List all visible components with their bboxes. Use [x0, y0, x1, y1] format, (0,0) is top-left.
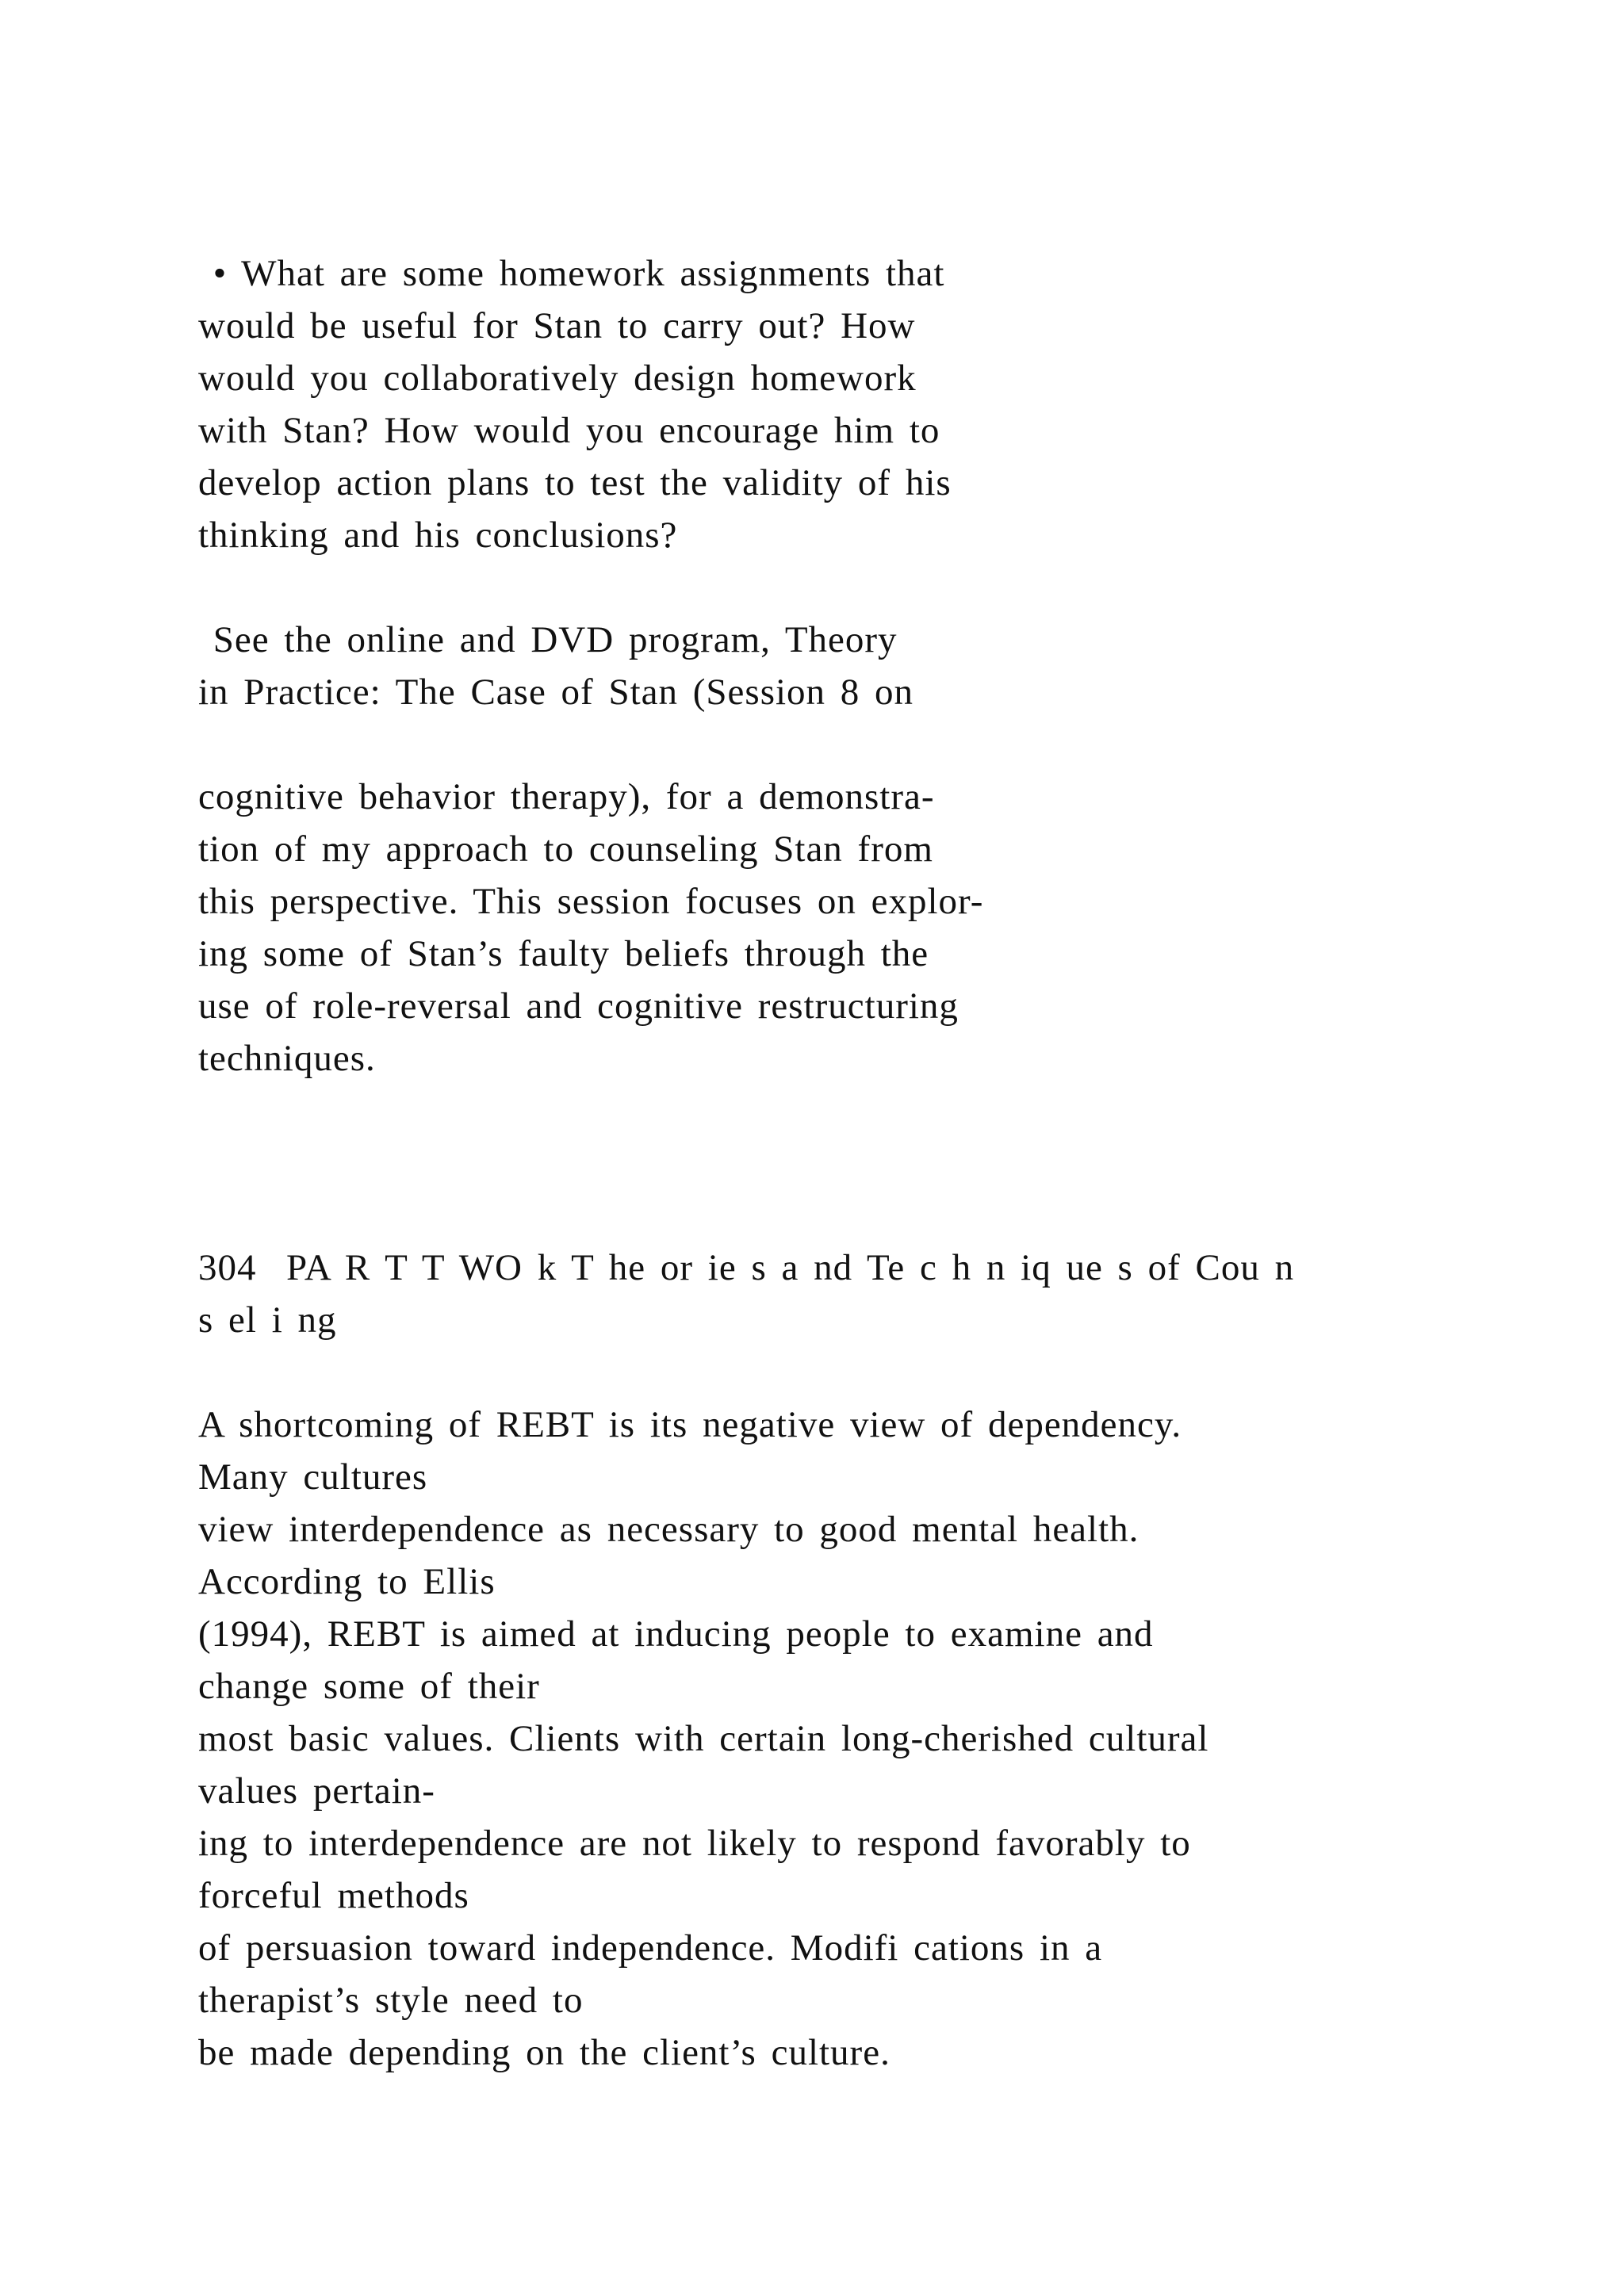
- text-line: techniques.: [198, 1038, 376, 1079]
- text-line: ing some of Stan’s faulty beliefs through the: [198, 933, 929, 974]
- rebt-dependency-paragraph: [198, 1399, 1208, 2079]
- text-line: would be useful for Stan to carry out? How: [198, 305, 916, 346]
- text-line: According to Ellis: [198, 1561, 496, 1602]
- text-line: this perspective. This session focuses on explor-: [198, 881, 984, 922]
- text-line: develop action plans to test the validity of his: [198, 462, 952, 503]
- text-line: thinking and his conclusions?: [198, 515, 678, 556]
- dvd-program-note-start: [198, 614, 914, 718]
- text-line: in Practice: The Case of Stan (Session 8 on: [198, 672, 914, 713]
- text-line: Many cultures: [198, 1456, 428, 1498]
- text-line: forceful methods: [198, 1875, 469, 1916]
- text-line: (1994), REBT is aimed at inducing people to examine and: [198, 1613, 1154, 1655]
- text-line: most basic values. Clients with certain long-cherished cultural: [198, 1718, 1209, 1759]
- text-line: be made depending on the client’s culture.: [198, 2032, 891, 2073]
- text-line: use of role-reversal and cognitive restructuring: [198, 985, 959, 1027]
- dvd-program-note-continued: [198, 771, 983, 1085]
- text-line: tion of my approach to counseling Stan from: [198, 828, 933, 870]
- header-line: s el i ng: [198, 1299, 337, 1341]
- text-line: values pertain-: [198, 1770, 435, 1812]
- text-line: • What are some homework assignments that: [198, 253, 945, 294]
- text-line: with Stan? How would you encourage him to: [198, 410, 940, 451]
- text-line: A shortcoming of REBT is its negative view of dependency.: [198, 1404, 1182, 1445]
- text-line: view interdependence as necessary to good mental health.: [198, 1509, 1139, 1550]
- text-line: therapist’s style need to: [198, 1980, 584, 2021]
- stan-homework-question: [198, 247, 952, 561]
- text-line: See the online and DVD program, Theory: [198, 619, 898, 660]
- text-line: change some of their: [198, 1666, 540, 1707]
- text-line: cognitive behavior therapy), for a demonstra-: [198, 776, 935, 817]
- running-header: [198, 1242, 1294, 1346]
- text-line: of persuasion toward independence. Modifi cations in a: [198, 1927, 1103, 1969]
- text-line: would you collaboratively design homework: [198, 358, 917, 399]
- text-line: ing to interdependence are not likely to respond favorably to: [198, 1823, 1191, 1864]
- header-line: 304 PA R T T WO k T he or ie s a nd Te c h n iq ue s of Cou n: [198, 1247, 1295, 1288]
